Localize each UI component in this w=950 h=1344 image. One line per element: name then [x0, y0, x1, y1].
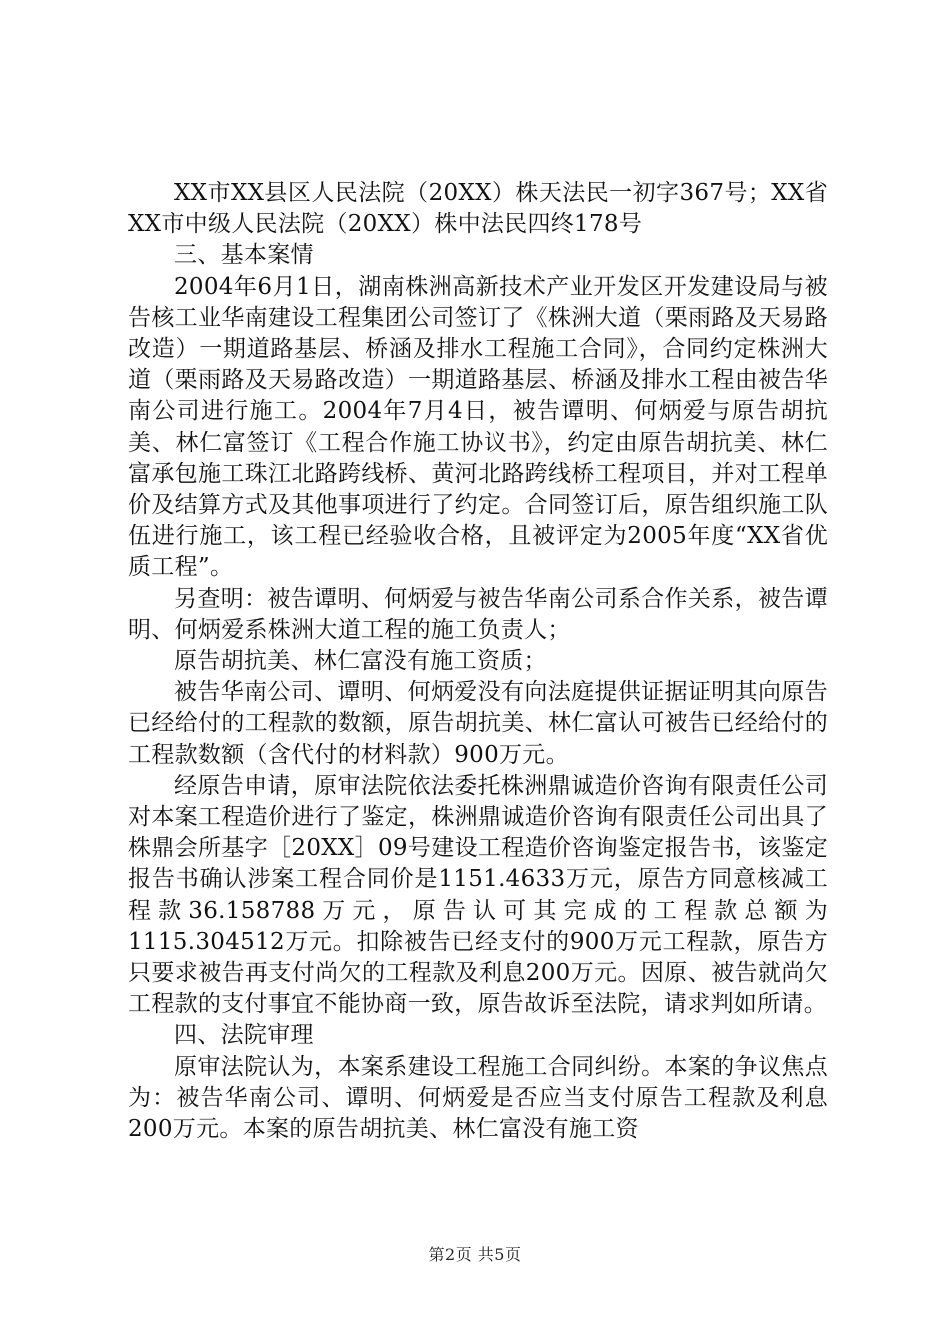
- further-findings-paragraph: 另查明：被告谭明、何炳爱与被告华南公司系合作关系，被告谭明、何炳爱系株洲大道工程的施工负责人；: [128, 585, 828, 643]
- facts-paragraph: 2004年6月1日，湖南株洲高新技术产业开发区开发建设局与被告核工业华南建设工程集团公司签订了《株洲大道（栗雨路及天易路改造）一期道路基层、桥涵及排水工程施工合同》，合同约定株洲大道（栗雨路及天易路改造）一期道路基层、桥涵及排水工程由被告华南公司进行施工。2004年7月4日，被告谭明、何炳爱与原告胡抗美、林仁富签订《工程合作施工协议书》，约定由原告胡抗美、林仁富承包施工珠江北路跨线桥、黄河北路跨线桥工程项目，并对工程单价及结算方式及其他事项进行了约定。合同签订后，原告组织施工队伍进行施工，该工程已经验收合格，且被评定为2005年度“XX省优质工程”。: [128, 273, 828, 581]
- payment-paragraph: 被告华南公司、谭明、何炳爱没有向法庭提供证据证明其向原告已经给付的工程款的数额，原告胡抗美、林仁富认可被告已经给付的工程款数额（含代付的材料款）900万元。: [128, 679, 828, 768]
- document-body: [128, 178, 828, 1145]
- appraisal-paragraph: 经原告申请，原审法院依法委托株洲鼎诚造价咨询有限责任公司对本案工程造价进行了鉴定，株洲鼎诚造价咨询有限责任公司出具了株鼎会所基字［20XX］09号建设工程造价咨询鉴定报告书，该鉴定报告书确认涉案工程合同价是1151.4633万元，原告方同意核减工程款36.158788万元，原告认可其完成的工程款总额为1115.304512万元。扣除被告已经支付的900万元工程款，原告方只要求被告再支付尚欠的工程款及利息200万元。因原、被告就尚欠工程款的支付事宜不能协商一致，原告故诉至法院，请求判如所请。: [128, 772, 828, 1018]
- qualification-paragraph: 原告胡抗美、林仁富没有施工资质；: [174, 648, 547, 675]
- section-heading-court-review: 四、法院审理: [174, 1022, 314, 1049]
- court-opinion-paragraph: 原审法院认为，本案系建设工程施工合同纠纷。本案的争议焦点为：被告华南公司、谭明、何炳爱是否应当支付原告工程款及利息200万元。本案的原告胡抗美、林仁富没有施工资: [128, 1053, 828, 1143]
- section-heading-basic-facts: 三、基本案情: [174, 242, 314, 269]
- case-number-paragraph: XX市XX县区人民法院（20XX）株天法民一初字367号；XX省XX市中级人民法院（20XX）株中法民四终178号: [128, 180, 828, 238]
- page-number-footer: 第2页 共5页: [428, 1245, 522, 1264]
